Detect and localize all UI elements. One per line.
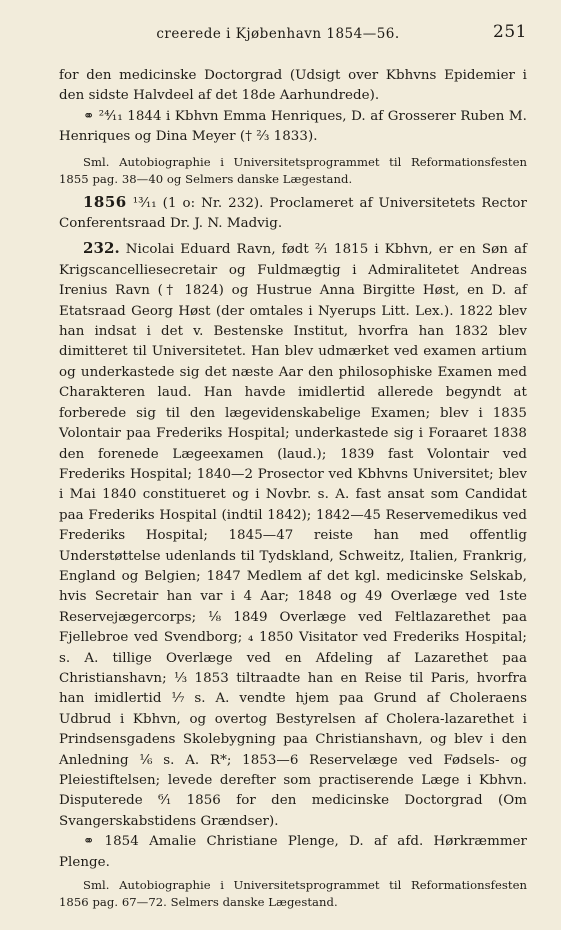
paragraph-reference-2: Sml. Autobiographie i Universitetsprogrammet til Reformationsfesten 1856 pag. 67—72. Selmers danske Lægestand. <box>59 878 527 910</box>
paragraph-year-entry <box>59 192 527 235</box>
paragraph-reference-1: Sml. Autobiographie i Universitetsprogrammet til Reformationsfesten 1855 pag. 38—40 og Selmers danske Lægestand. <box>59 154 527 186</box>
page-number: 251 <box>493 22 527 42</box>
entry-number: 232. <box>83 239 120 258</box>
paragraph-marriage-2: ⚭ 1854 Amalie Christiane Plenge, D. af afd. Hørkræmmer Plenge. <box>59 834 527 870</box>
page-header <box>59 22 527 46</box>
paragraph-continuation: for den medicinske Doctorgrad (Udsigt over Kbhvns Epidemier i den sidste Halvdeel af det 18de Aarhundrede). <box>59 68 527 104</box>
biography-text: Nicolai Eduard Ravn, født ²⁄₁ 1815 i Kbhvn, er en Søn af Krigscancelliesecretair og Fuldmægtig i Admiralitetet Andreas Irenius Ravn († 1824) og Hustrue Anna Birgitte Høst, en D. af Etatsraad Georg Høst (der omtales i Nyerups Litt. Lex.). 1822 blev han indsat i det v. Bestenske Institut, hvorfra han 1832 blev dimitteret til Universitetet. Han blev udmærket ved examen artium og underkastede sig det næste Aar den philosophiske Examen med Charakteren laud. Han havde imidlertid allerede begyndt at forberede sig til den lægevidenskabelige Examen; blev i 1835 Volontair paa Frederiks Hospital; underkastede sig i Foraaret 1838 den forenede Lægeexamen (laud.); 1839 fast Volontair ved Frederiks Hospital; 1840—2 Prosector ved Kbhvns Universitet; blev i Mai 1840 constitueret og i Novbr. s. A. fast ansat som Candidat paa Frederiks Hospital (indtil 1842); 1842—45 Reservemedikus ved Frederiks Hospital; 1845—47 reiste han med offentlig Understøttelse udenlands til Tydskland, Schweitz, Italien, Frankrig, England og Belgien; 1847 Medlem af det kgl. medicinske Selskab, hvis Secretair han var i 4 Aar; 1848 og 49 Overlæge ved 1ste Reservejægercorps; ⅛ 1849 Overlæge ved Feltlazarethet paa Fjellebroe ved Svendborg; ₄ 1850 Visitator ved Frederiks Hospital; s. A. tillige Overlæge ved en Afdeling af Lazarethet paa Christianshavn; ¹⁄₃ 1853 tiltraadte han en Reise til Paris, hvorfra han imidlertid ¹⁄₇ s. A. vendte hjem paa Grund af Choleraens Udbrud i Kbhvn, og overtog Bestyrelsen af Cholera-lazarethet i Prindsensgadens Skolebygning paa Christianshavn, og blev i den Anledning ¹⁄₆ s. A. R*; 1853—6 Reservelæge ved Fødsels- og Pleiestiftelsen; levede derefter som practiserende Læge i Kbhvn. Disputerede ⁶⁄₁ 1856 for den medicinske Doctorgrad (Om Svangerskabstidens Grændser). <box>59 242 527 829</box>
paragraph-biography <box>59 238 527 832</box>
paragraph-marriage-1: ⚭ ²⁴⁄₁₁ 1844 i Kbhvn Emma Henriques, D. af Grosserer Ruben M. Henriques og Dina Meyer († ²⁄₃ 1833). <box>59 108 527 145</box>
running-title: creerede i Kjøbenhavn 1854—56. <box>156 26 400 42</box>
year-heading: 1856 <box>83 192 127 211</box>
year-entry-text: ¹³⁄₁₁ (1 o: Nr. 232). Proclameret af Universitetets Rector Conferentsraad Dr. J. N. Madvig. <box>59 195 527 232</box>
page-body <box>59 66 527 911</box>
